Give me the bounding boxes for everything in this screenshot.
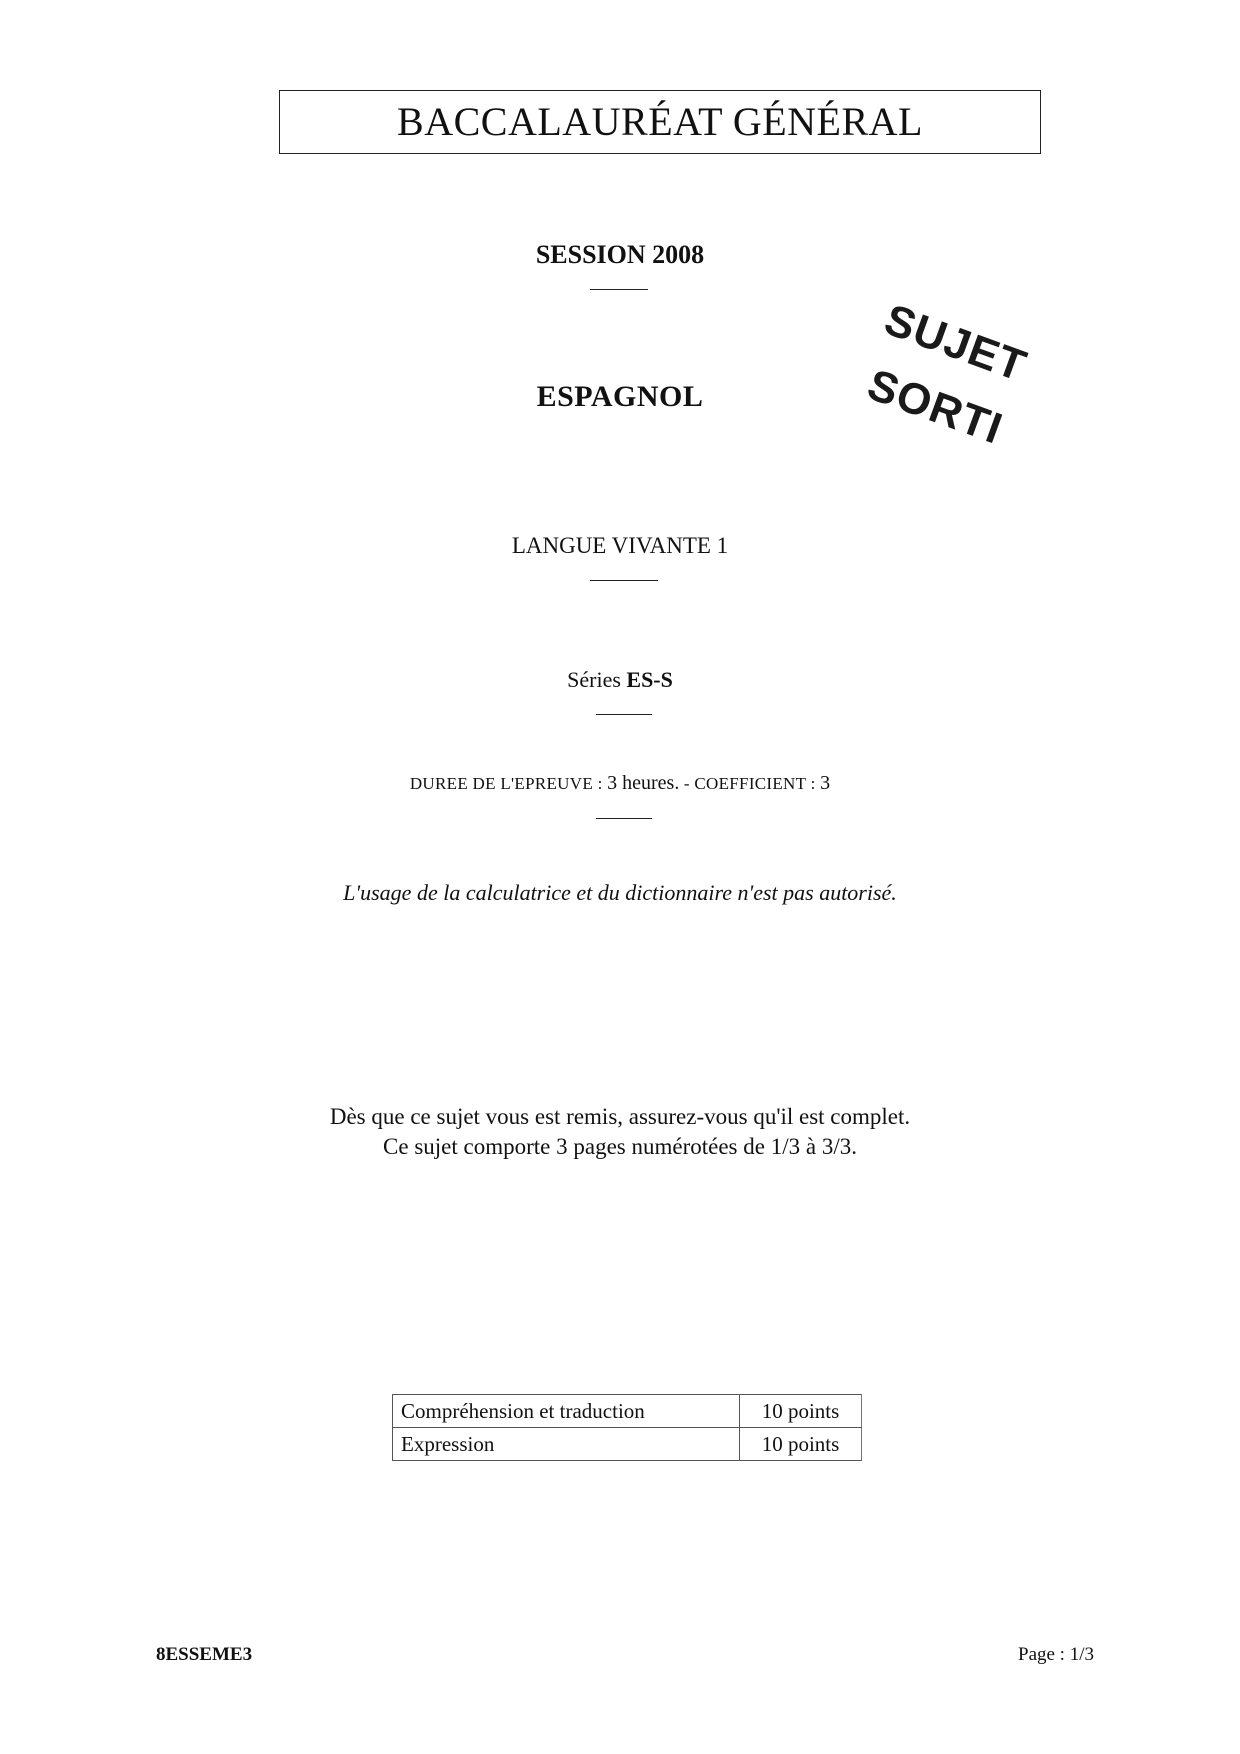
series-prefix: Séries bbox=[567, 667, 627, 692]
divider bbox=[590, 580, 658, 581]
table-cell-label: Compréhension et traduction bbox=[393, 1395, 740, 1428]
points-table bbox=[392, 1394, 862, 1461]
instruction-line-2: Ce sujet comporte 3 pages numérotées de 1/3 à 3/3. bbox=[383, 1134, 857, 1159]
table-cell-points: 10 points bbox=[740, 1395, 862, 1428]
divider bbox=[596, 714, 652, 715]
table-cell-points: 10 points bbox=[740, 1428, 862, 1461]
stamp-line-2: SORTI bbox=[861, 360, 1010, 454]
coefficient-value: 3 bbox=[820, 772, 831, 794]
divider bbox=[596, 818, 652, 819]
usage-notice: L'usage de la calculatrice et du dictionnaire n'est pas autorisé. bbox=[343, 880, 897, 905]
duration-line bbox=[0, 772, 1240, 795]
duration-value: 3 heures. bbox=[607, 772, 680, 794]
document-title-box bbox=[279, 90, 1041, 154]
table-row bbox=[393, 1428, 862, 1461]
series-line bbox=[0, 667, 1240, 693]
footer-code: 8ESSEME3 bbox=[156, 1644, 253, 1665]
footer-page-number: Page : 1/3 bbox=[1018, 1644, 1094, 1665]
document-title: BACCALAURÉAT GÉNÉRAL bbox=[397, 99, 923, 144]
sujet-sorti-stamp bbox=[861, 285, 1090, 455]
stamp-line-1: SUJET bbox=[878, 295, 1033, 392]
duration-label: DUREE DE L'EPREUVE : bbox=[409, 774, 608, 793]
instruction-line-1: Dès que ce sujet vous est remis, assurez-vous qu'il est complet. bbox=[329, 1104, 911, 1129]
coefficient-label: - COEFFICIENT : bbox=[679, 774, 821, 793]
series-value: ES-S bbox=[626, 667, 673, 692]
session-heading: SESSION 2008 bbox=[535, 240, 705, 269]
table-row bbox=[393, 1395, 862, 1428]
language-level: LANGUE VIVANTE 1 bbox=[511, 533, 729, 558]
table-cell-label: Expression bbox=[393, 1428, 740, 1461]
divider bbox=[590, 289, 648, 290]
subject-heading: ESPAGNOL bbox=[536, 380, 704, 413]
